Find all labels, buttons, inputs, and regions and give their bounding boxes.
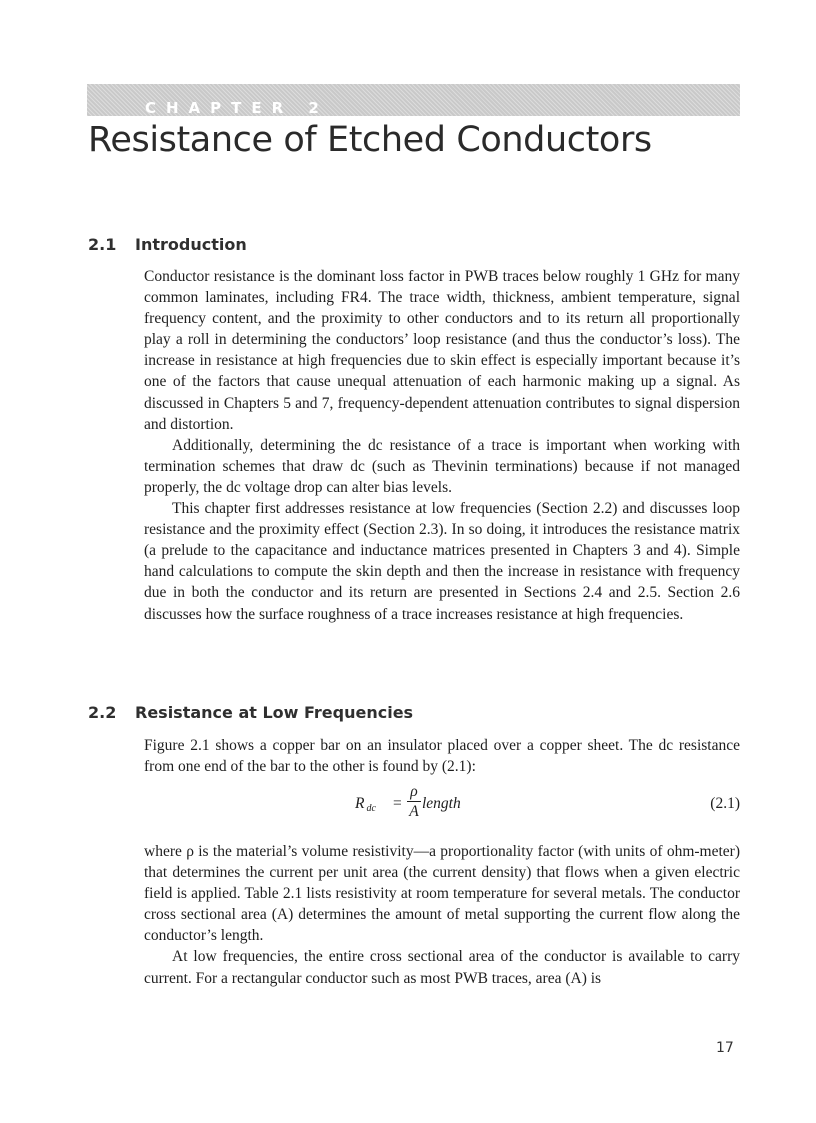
equation-2-1: [144, 783, 740, 829]
introduction-body: [144, 266, 740, 625]
equation-lhs-symbol: R: [355, 795, 365, 812]
section-number: 2.1: [88, 235, 117, 254]
equation-fraction: [407, 783, 421, 820]
chapter-title: Resistance of Etched Conductors: [88, 120, 652, 160]
section-title: Resistance at Low Frequencies: [135, 703, 414, 722]
equation-term: length: [422, 795, 461, 812]
paragraph: Figure 2.1 shows a copper bar on an insulator placed over a copper sheet. The dc resistance from one end of the bar to the other is found by (2.1):: [144, 737, 740, 776]
equation-numerator: ρ: [410, 783, 418, 800]
section-heading-introduction: [88, 235, 247, 255]
low-frequencies-body: [144, 841, 740, 989]
low-frequencies-body-intro: [144, 735, 740, 777]
equation-lhs: [355, 795, 376, 813]
page-number: 17: [716, 1040, 734, 1056]
section-title: Introduction: [135, 235, 247, 254]
section-number: 2.2: [88, 703, 117, 722]
equation-denominator: A: [409, 803, 419, 820]
chapter-label: CHAPTER 2: [145, 99, 329, 117]
paragraph: Additionally, determining the dc resistance of a trace is important when working with termination schemes that draw dc (such as Thevinin terminations) because if not managed properly, the dc voltage drop can alter bias levels.: [144, 436, 740, 496]
equation-lhs-subscript: dc: [366, 803, 376, 814]
equation-number: (2.1): [710, 795, 740, 812]
paragraph: where ρ is the material’s volume resistivity—a proportionality factor (with units of ohm-meter) that determines the current per unit area (the current density) that flows when a given electric field is applied. Table 2.1 lists resistivity at room temperature for several metals. The conductor cross sectional area (A) determines the amount of metal supporting the current flow along the conductor’s length.: [144, 843, 740, 945]
fraction-bar: [407, 801, 421, 802]
equation-equals: =: [393, 795, 402, 812]
paragraph: Conductor resistance is the dominant loss factor in PWB traces below roughly 1 GHz for many common laminates, including FR4. The trace width, thickness, ambient temperature, signal frequency content, and the proximity to other conductors and to its return all proportionally play a roll in determining the conductors’ loop resistance (and thus the conductor’s loss). The increase in resistance at high frequencies due to skin effect is especially important because it’s one of the factors that cause unequal attenuation of each harmonic making up a signal. As discussed in Chapters 5 and 7, frequency-dependent attenuation contributes to signal dispersion and distortion.: [144, 268, 740, 433]
paragraph: This chapter first addresses resistance at low frequencies (Section 2.2) and discusses loop resistance and the proximity effect (Section 2.3). In so doing, it introduces the resistance matrix (a prelude to the capacitance and inductance matrices presented in Chapters 3 and 4). Simple hand calculations to compute the skin depth and then the increase in resistance with frequency due in both the conductor and its return are presented in Sections 2.4 and 2.5. Section 2.6 discusses how the surface roughness of a trace increases resistance at high frequencies.: [144, 500, 740, 623]
paragraph: At low frequencies, the entire cross sectional area of the conductor is available to carry current. For a rectangular conductor such as most PWB traces, area (A) is: [144, 948, 740, 987]
section-heading-low-frequencies: [88, 703, 413, 723]
